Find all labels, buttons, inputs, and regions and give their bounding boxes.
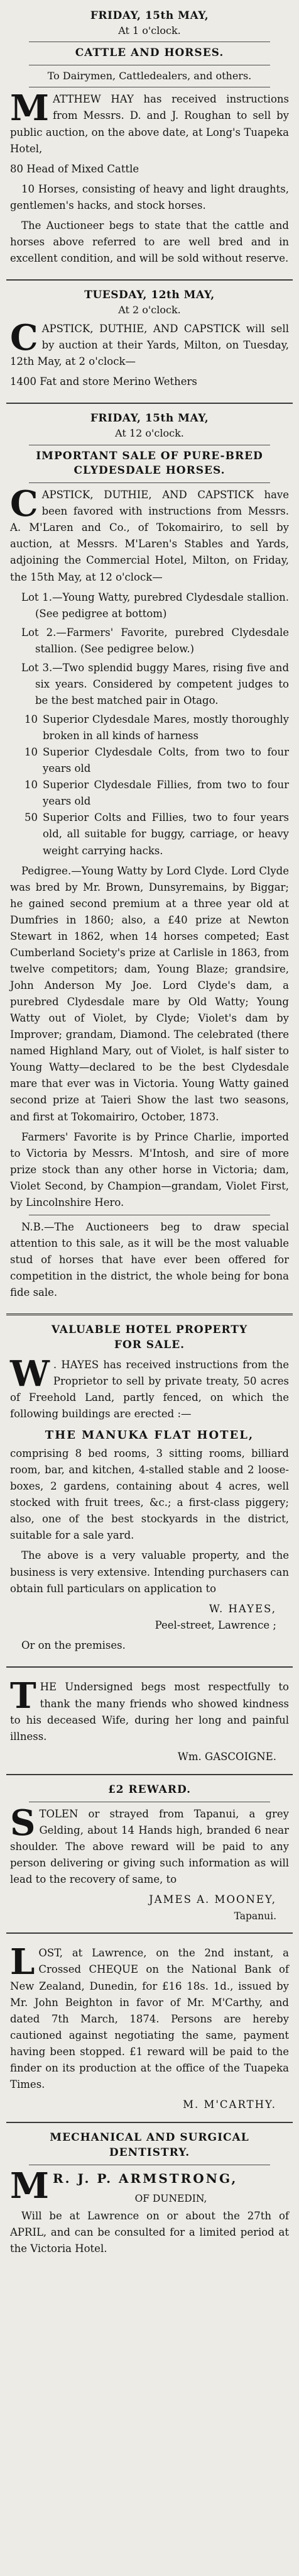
ad-item: 10 Horses, consisting of heavy and light draughts, gentlemen's hacks, and stock horses. [10,182,289,211]
drop-cap: S [10,1802,36,1844]
ad-heading: £2 REWARD. [107,1783,192,1797]
pedigree-text: Farmers' Favorite is by Prince Charlie, imported to Victoria by Messrs. M'Intosh, and sire of more prize stock than any other horse in Victoria; dam, Violet Second, by Champion—grandam, Violet First, by Lincolnshire Hero. [10,1130,289,1208]
list-item: 10 Superior Clydesdale Colts, from two to four years old [24,746,289,775]
ad-separator [6,1313,293,1315]
ad-separator [6,403,293,404]
ad-separator [6,1932,293,1934]
drop-cap: M [10,87,49,130]
ad-body: W . HAYES has received instructions from the Proprietor to sell by private treaty, 50 acres of Freehold Land, partly fenced, on which the following buildings are erected :— [10,1352,289,1420]
ad-heading: CATTLE AND HORSES. [75,47,224,60]
dentistry-ad [6,2124,293,2268]
ad-heading: DENTISTRY. [109,2146,190,2160]
list-item: 10 Superior Clydesdale Fillies, from two to four years old [24,779,289,808]
drop-cap: C [10,483,38,525]
list-item: 50 Superior Colts and Fillies, two to four years old, all suitable for buggy, carriage, or heavy weight carrying hacks. [24,811,289,857]
cattle-horses-ad [6,3,293,278]
ad-heading: VALUABLE HOTEL PROPERTY [51,1324,248,1337]
signer-address: Peel-street, Lawrence ; [155,1619,276,1632]
list-item: 10 Superior Clydesdale Mares, mostly thoroughly broken in all kinds of harness [24,713,289,742]
ad-separator [6,1666,293,1668]
ad-body: LOST, at Lawrence, on the 2nd instant, a Crossed CHEQUE on the National Bank of New Zealand, Dunedin, for £16 18s. 1d., issued by Mr. John Beighton in favor of Mr. M'Carthy, and dated 7th March, 1874. Persons are hereby cautioned against negotiating the same, payment having been stopped. £1 reward will be paid to the finder on its production at the office of the Tuapeka Times. [10,1941,289,2090]
hotel-sale-ad [6,1317,293,1665]
merino-wethers-ad [6,282,293,401]
lot-item: Lot 1.—Young Watty, purebred Clydesdale stallion. (See pedigree at bottom) [21,591,289,620]
ad-body: CAPSTICK, DUTHIE, AND CAPSTICK have been favored with instructions from Messrs. A. M'Laren and Co., of Tokomairiro, to sell by auction, at Messrs. M'Laren's Stables and Yards, adjoining the Commercial Hotel, Milton, on Friday, the 15th May, at 12 o'clock— [10,483,289,583]
ad-body: CAPSTICK, DUTHIE, AND CAPSTICK will sell by auction at their Yards, Milton, on Tuesday, 12th May, at 2 o'clock— [10,317,289,368]
hotel-note: The above is a very valuable property, and the business is very extensive. Intending purchasers can obtain full particulars on application to [10,1549,289,1595]
ad-separator [6,279,293,281]
signer-name: M. M'CARTHY. [183,2098,276,2110]
lot-item: Lot 3.—Two splendid buggy Mares, rising five and six years. Considered by competent judges to be the best matched pair in Otago. [21,661,289,706]
pedigree-text: Pedigree.—Young Watty by Lord Clyde. Lord Clyde was bred by Mr. Brown, Dunsyremains, by Biggar; he gained second premium at a three year old at Dumfries in 1860; also, a £40 prize at Newton Stewart in 1862, when 14 horses competed; East Cumberland Society's prize at Carlisle in 1863, from twelve competitors; dam, Young Blaze; grandsire, John Anderson My Joe. Lord Clyde's dam, a purebred Clydesdale mare by Old Watty; Young Watty out of Violet, by Clyde; Violet's dam by Improver; grandam, Diamond. The celebrated (there named Highland Mary, out of Violet, is half sister to Young Watty—declared to be the best Clydesdale mare that ever was in Victoria. Young Watty gained second prize at Taieri Show the last two seasons, and first at Tokomairiro, October, 1873. [10,864,289,1123]
ad-separator [6,1774,293,1775]
ad-item: 1400 Fat and store Merino Wethers [10,376,197,388]
clydesdale-horses-ad [6,405,293,1312]
ad-heading: FOR SALE. [114,1339,185,1352]
ad-heading: IMPORTANT SALE OF PURE-BRED [36,449,263,462]
ad-item: 80 Head of Mixed Cattle [10,162,139,175]
ad-note: The Auctioneer begs to state that the cattle and horses above referred to are well bred and in excellent condition, and will be sold without reserve. [10,219,289,264]
ad-heading: CLYDESDALE HORSES. [73,464,226,477]
ad-subheading: To Dairymen, Cattledealers, and others. [47,69,252,82]
lot-item: Lot 2.—Farmers' Favorite, purebred Clydesdale stallion. (See pedigree below.) [21,626,289,655]
ad-heading: MECHANICAL AND SURGICAL [50,2131,249,2144]
or-line: Or on the premises. [21,1639,126,1652]
signer-name: Wm. GASCOIGNE. [177,1750,276,1763]
sale-date: TUESDAY, 12th MAY, [84,289,215,301]
drop-cap: C [10,317,38,359]
thanks-notice [6,1669,293,1773]
sale-time: At 12 o'clock. [115,427,184,440]
signer-name: JAMES A. MOONEY, [149,1893,276,1906]
drop-cap: W [10,1352,50,1395]
ad-separator [6,2122,293,2123]
drop-cap: M [10,2165,49,2207]
sale-date: FRIDAY, 15th MAY, [90,9,209,22]
sale-time: At 2 o'clock. [118,303,181,316]
hotel-name: THE MANUKA FLAT HOTEL, [45,1429,254,1442]
hotel-description: comprising 8 bed rooms, 3 sitting rooms, billiard room, bar, and kitchen, 4-stalled stable and 2 loose-boxes, 2 gardens, containing about 4 acres, well stocked with fruit trees, &c.; a first-class piggery; also, one of the best stockyards in the district, suitable for a sale yard. [10,1447,289,1542]
ad-body: MATTHEW HAY has received instructions from Messrs. D. and J. Roughan to sell by public auction, on the above date, at Long's Tuapeka Hotel, [10,87,289,155]
ad-body: THE Undersigned begs most respectfully to thank the many friends who showed kindness to his deceased Wife, during her long and painful illness. [10,1675,289,1742]
stock-list [10,711,289,859]
signer-place: Tapanui. [234,1910,276,1922]
ad-body: Will be at Lawrence on or about the 27th of APRIL, and can be consulted for a limited period at the Victoria Hotel. [10,2209,289,2255]
sale-date: FRIDAY, 15th MAY, [90,412,209,425]
signer-name: W. HAYES, [209,1602,276,1615]
dentist-name-line: M R. J. P. ARMSTRONG, [10,2165,238,2207]
sale-time: At 1 o'clock. [118,24,181,36]
drop-cap: L [10,1941,35,1983]
ad-body: STOLEN or strayed from Tapanui, a grey Gelding, about 14 Hands high, branded 6 near shoulder. The above reward will be paid to any person delivering or giving such information as will lead to the recovery of same, to [10,1802,289,1886]
divider [29,482,270,483]
lost-cheque-notice [6,1935,293,2121]
reward-notice [6,1776,293,1931]
nb-note: N.B.—The Auctioneers beg to draw special attention to this sale, as it will be the most valuable stud of horses that have ever been offered for competition in the district, the whole being for bona fide sale. [10,1220,289,1299]
drop-cap: T [10,1675,36,1717]
dentist-location: OF DUNEDIN, [134,2192,207,2204]
